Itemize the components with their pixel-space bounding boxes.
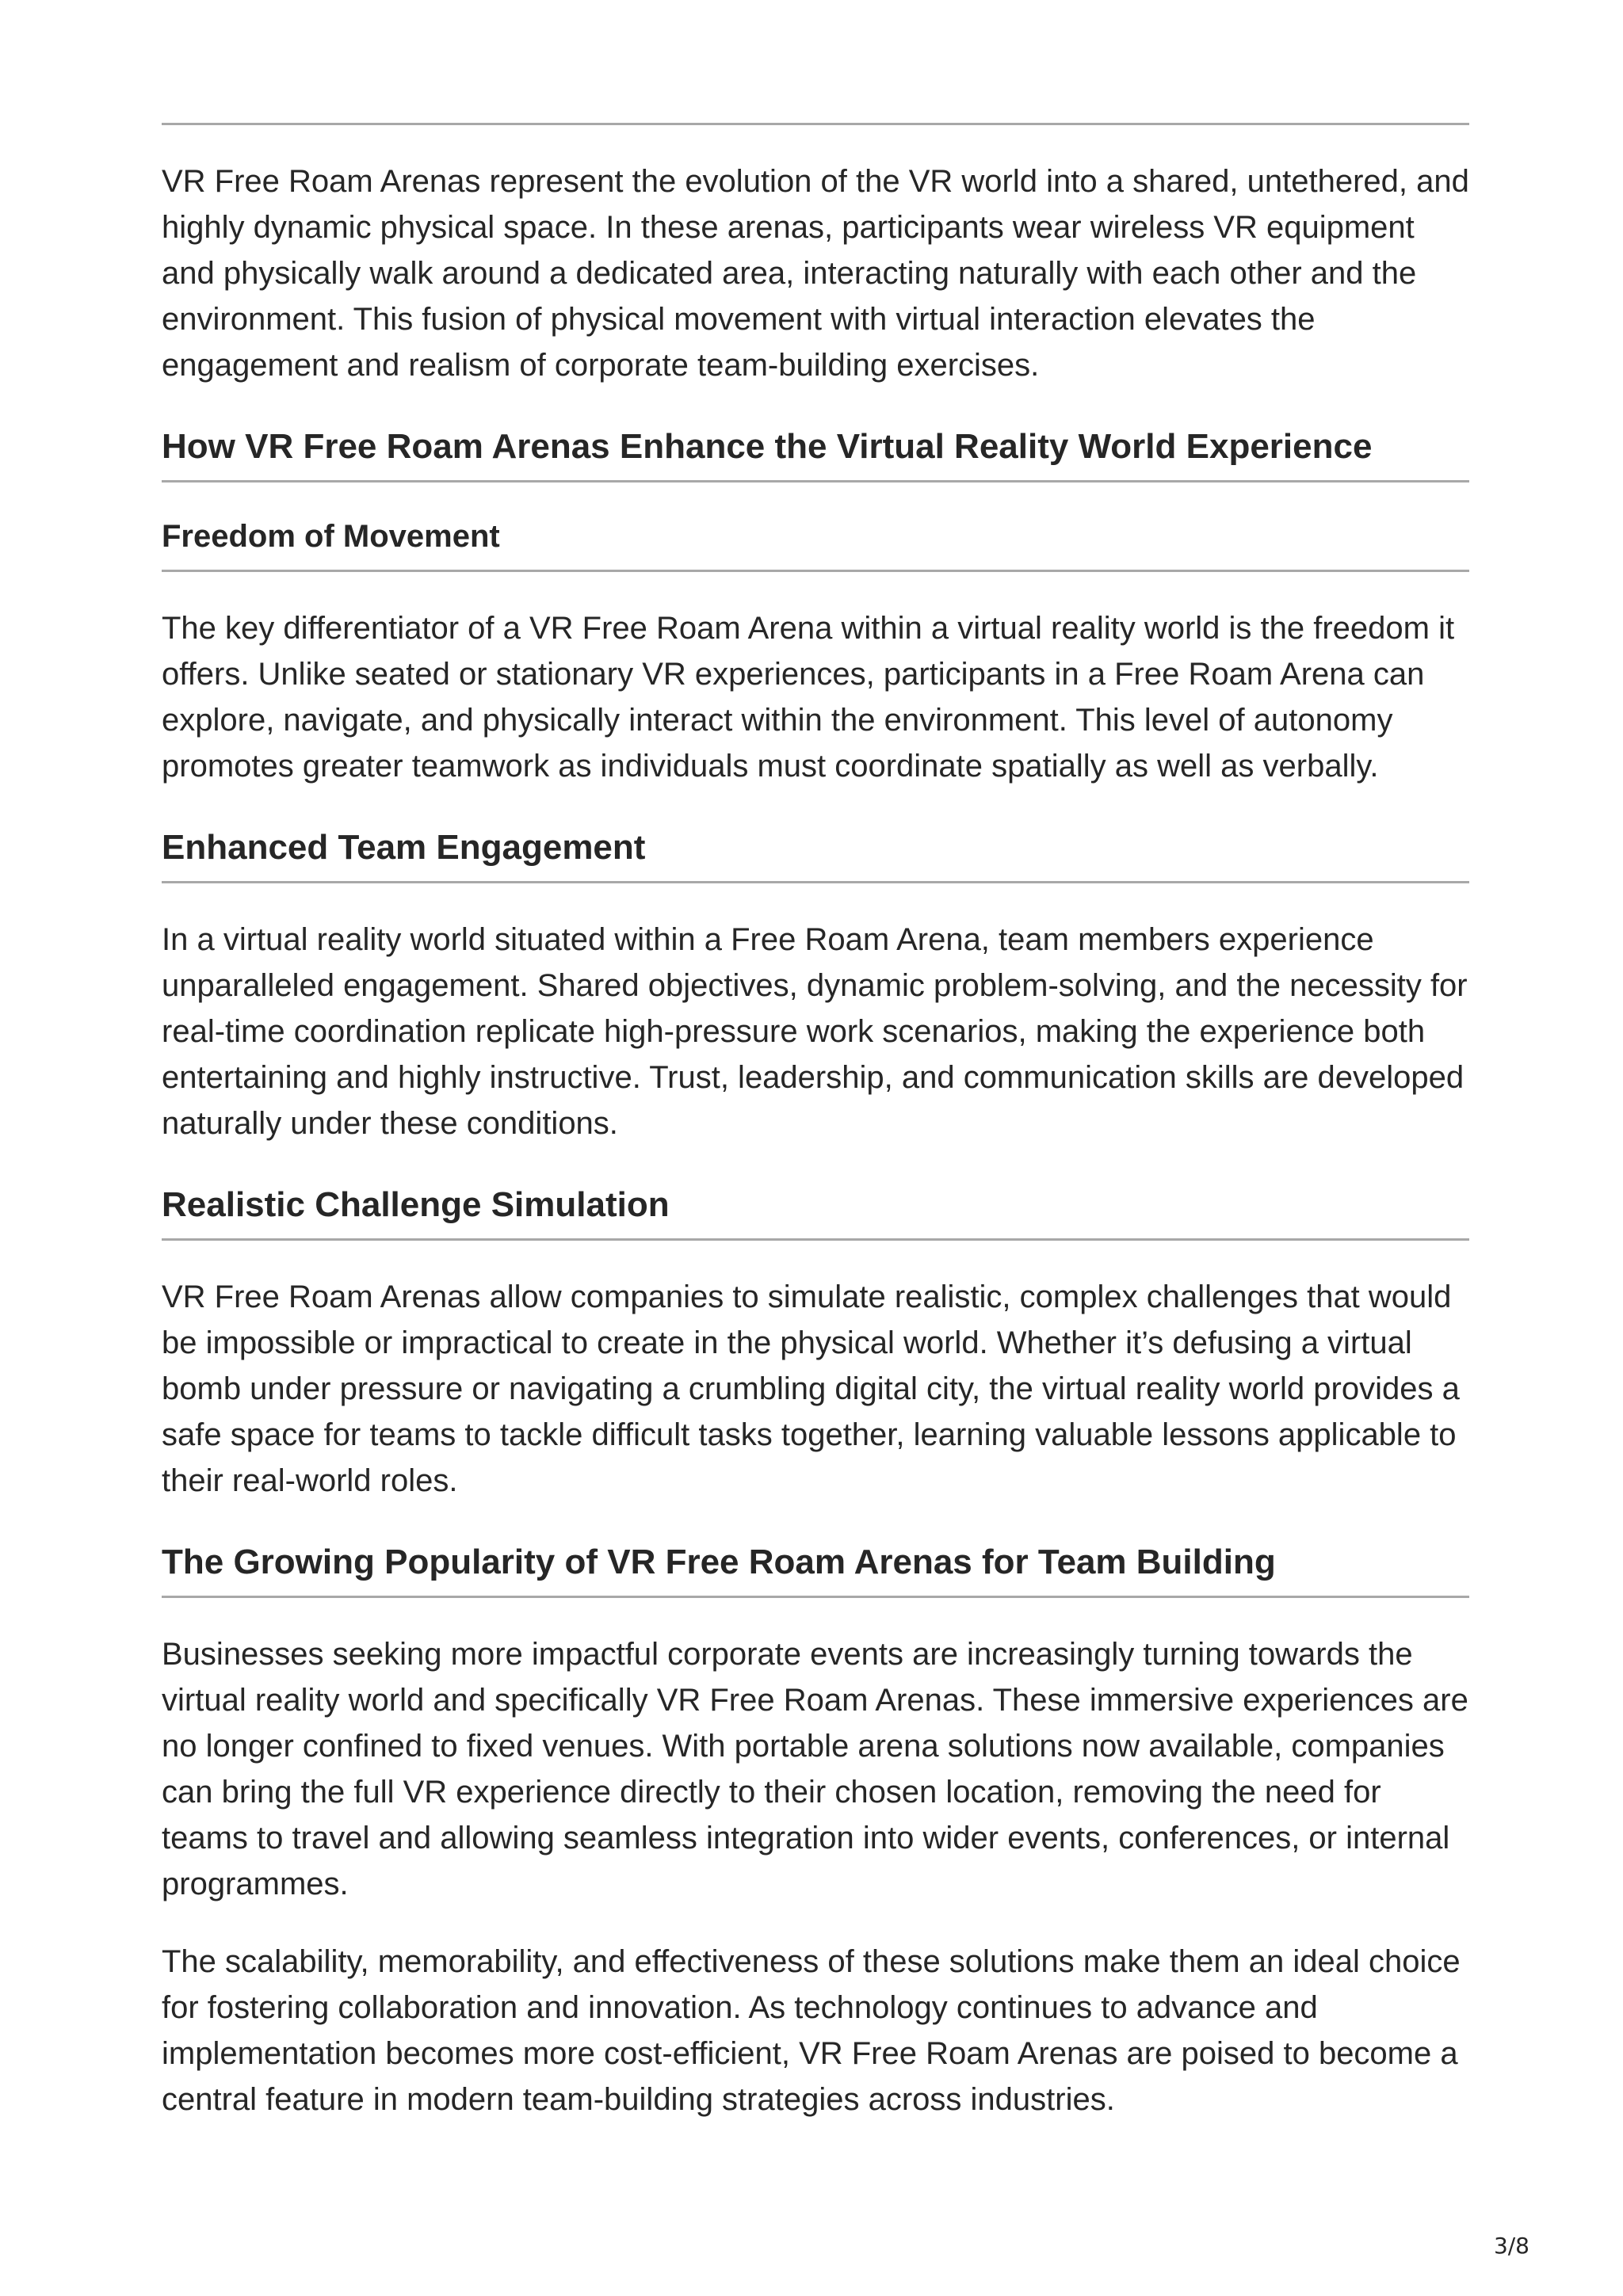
popularity-paragraph-1: Businesses seeking more impactful corporate events are increasingly turning towards the virtual reality world and specifically VR Free Roam Arenas. These immersive experiences are no longer confined to fixed venues. With portable arena solutions now available, companies can bring the full VR experience directly to their chosen location, removing the need for teams to travel and allowing seamless integration into wider events, conferences, or internal programmes. (162, 1637, 1468, 1901)
top-divider (162, 123, 1469, 125)
challenge-simulation-paragraph: VR Free Roam Arenas allow companies to simulate realistic, complex challenges that would be impossible or impractical to create in the physical world. Whether it’s defusing a virtual bomb under pressure or navigating a crumbling digital city, the virtual reality world provides a safe space for teams to tackle difficult tasks together, learning valuable lessons applicable to their real-world roles. (162, 1280, 1460, 1498)
section-heading-enhance: How VR Free Roam Arenas Enhance the Virtual Reality World Experience (162, 425, 1469, 482)
freedom-of-movement-paragraph: The key differentiator of a VR Free Roam Arena within a virtual reality world is the freedom it offers. Unlike seated or stationary VR experiences, participants in a Free Roam Arena can explore, navigate, and physically interact within the environment. This level of autonomy promotes greater teamwork as individuals must coordinate spatially as well as verbally. (162, 611, 1455, 784)
article-page (162, 123, 1469, 2122)
subheading-team-engagement: Enhanced Team Engagement (162, 826, 1469, 883)
page-number: 3/8 (1493, 2233, 1529, 2259)
team-engagement-paragraph: In a virtual reality world situated within a Free Roam Arena, team members experience unparalleled engagement. Shared objectives, dynamic problem-solving, and the necessity for real-time coordination replicate high-pressure work scenarios, making the experience both entertaining and highly instructive. Trust, leadership, and communication skills are developed naturally under these conditions. (162, 922, 1468, 1141)
intro-paragraph: VR Free Roam Arenas represent the evolution of the VR world into a shared, untethered, and highly dynamic physical space. In these arenas, participants wear wireless VR equipment and physically walk around a dedicated area, interacting naturally with each other and the environment. This fusion of physical movement with virtual interaction elevates the engagement and realism of corporate team-building exercises. (162, 164, 1469, 383)
section-heading-popularity: The Growing Popularity of VR Free Roam Arenas for Team Building (162, 1540, 1469, 1598)
popularity-paragraph-2: The scalability, memorability, and effectiveness of these solutions make them an ideal choice for fostering collaboration and innovation. As technology continues to advance and implementation becomes more cost-efficient, VR Free Roam Arenas are poised to become a central feature in modern team-building strategies across industries. (162, 1944, 1461, 2117)
subheading-freedom-of-movement: Freedom of Movement (162, 516, 1469, 572)
subheading-challenge-simulation: Realistic Challenge Simulation (162, 1183, 1469, 1241)
